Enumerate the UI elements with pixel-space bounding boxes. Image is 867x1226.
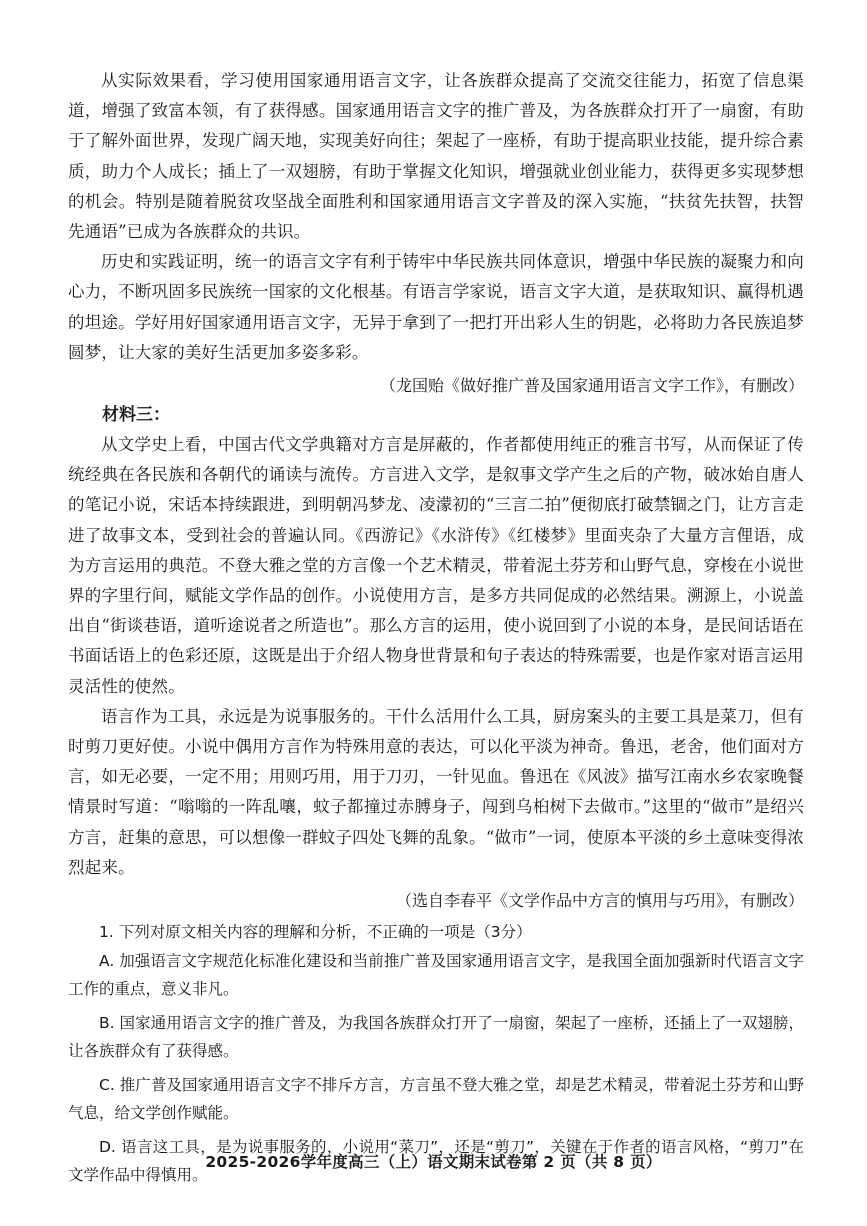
body-paragraph: 从实际效果看，学习使用国家通用语言文字，让各族群众提高了交流交往能力，拓宽了信息渠道，增强了致富本领，有了获得感。国家通用语言文字的推广普及，为各族群众打开了一扇窗，有助于了解外面世界，发现广阔天地，实现美好向往；架起了一座桥，有助于提高职业技能，提升综合素质，助力个人成长；插上了一双翅膀，有助于掌握文化知识，增强就业创业能力，获得更多实现梦想的机会。特别是随着脱贫攻坚战全面胜利和国家通用语言文字普及的深入实施，“扶贫先扶智，扶智先通语”已成为各族群众的共识。	[68, 71, 804, 242]
question-one	[68, 917, 804, 1189]
material-two-continuation	[68, 66, 804, 400]
option-c: C. 推广普及国家通用语言文字不排斥方言，方言虽不登大雅之堂，却是艺术精灵，带着泥土芬芳和山野气息，给文学创作赋能。	[68, 1076, 804, 1123]
exam-page	[68, 66, 804, 1195]
option-a: A. 加强语言文字规范化标准化建设和当前推广普及国家通用语言文字，是我国全面加强新时代语言文字工作的重点，意义非凡。	[68, 952, 804, 999]
body-paragraph: 语言作为工具，永远是为说事服务的。干什么活用什么工具，厨房案头的主要工具是菜刀，但有时剪刀更好使。小说中偶用方言作为特殊用意的表达，可以化平淡为神奇。鲁迅，老舍，他们面对方言，如无必要，一定不用；用则巧用，用于刀刃，一针见血。鲁迅在《风波》描写江南水乡农家晚餐情景时写道：“嗡嗡的一阵乱嚷，蚊子都撞过赤膊身子，闯到乌桕树下去做市。”这里的“做市”是绍兴方言，赶集的意思，可以想像一群蚊子四处飞舞的乱象。“做市”一词，使原本平淡的乡土意味变得浓烈起来。	[68, 706, 804, 877]
source-citation: （选自李春平《文学作品中方言的慎用与巧用》，有删改）	[395, 891, 804, 911]
section-heading: 材料三：	[102, 405, 170, 426]
page-footer: 2025-2026学年度高三（上）语文期末试卷第 2 页（共 8 页）	[205, 1153, 662, 1171]
option-d: D. 语言这工具，是为说事服务的，小说用“菜刀”，还是“剪刀”，关键在于作者的语言风格，“剪刀”在文学作品中得慎用。	[68, 1138, 804, 1185]
material-three	[68, 400, 804, 915]
question-stem: 1. 下列对原文相关内容的理解和分析，不正确的一项是（3分）	[99, 923, 532, 942]
source-citation: （龙国贻《做好推广普及国家通用语言文字工作》，有删改）	[379, 376, 804, 396]
body-paragraph: 从文学史上看，中国古代文学典籍对方言是屏蔽的，作者都使用纯正的雅言书写，从而保证了传统经典在各民族和各朝代的诵读与流传。方言进入文学，是叙事文学产生之后的产物，破冰始自唐人的笔记小说，宋话本持续跟进，到明朝冯梦龙、凌濛初的“三言二拍”便彻底打破禁锢之门，让方言走进了故事文本，受到社会的普遍认同。《西游记》《水浒传》《红楼梦》里面夹杂了大量方言俚语，成为方言运用的典范。不登大雅之堂的方言像一个艺术精灵，带着泥土芬芳和山野气息，穿梭在小说世界的字里行间，赋能文学作品的创作。小说使用方言，是多方共同促成的必然结果。溯源上，小说盖出自“街谈巷语，道听途说者之所造也”。那么方言的运用，使小说回到了小说的本身，是民间话语在书面话语上的色彩还原，这既是出于介绍人物身世背景和句子表达的特殊需要，也是作家对语言运用灵活性的使然。	[68, 435, 804, 696]
body-paragraph: 历史和实践证明，统一的语言文字有利于铸牢中华民族共同体意识，增强中华民族的凝聚力和向心力，不断巩固多民族统一国家的文化根基。有语言学家说，语言文字大道，是获取知识、赢得机遇的坦途。学好用好国家通用语言文字，无异于拿到了一把打开出彩人生的钥匙，必将助力各民族追梦圆梦，让大家的美好生活更加多姿多彩。	[68, 252, 804, 362]
option-b: B. 国家通用语言文字的推广普及，为我国各族群众打开了一扇窗，架起了一座桥，还插上了一双翅膀，让各族群众有了获得感。	[68, 1014, 804, 1061]
